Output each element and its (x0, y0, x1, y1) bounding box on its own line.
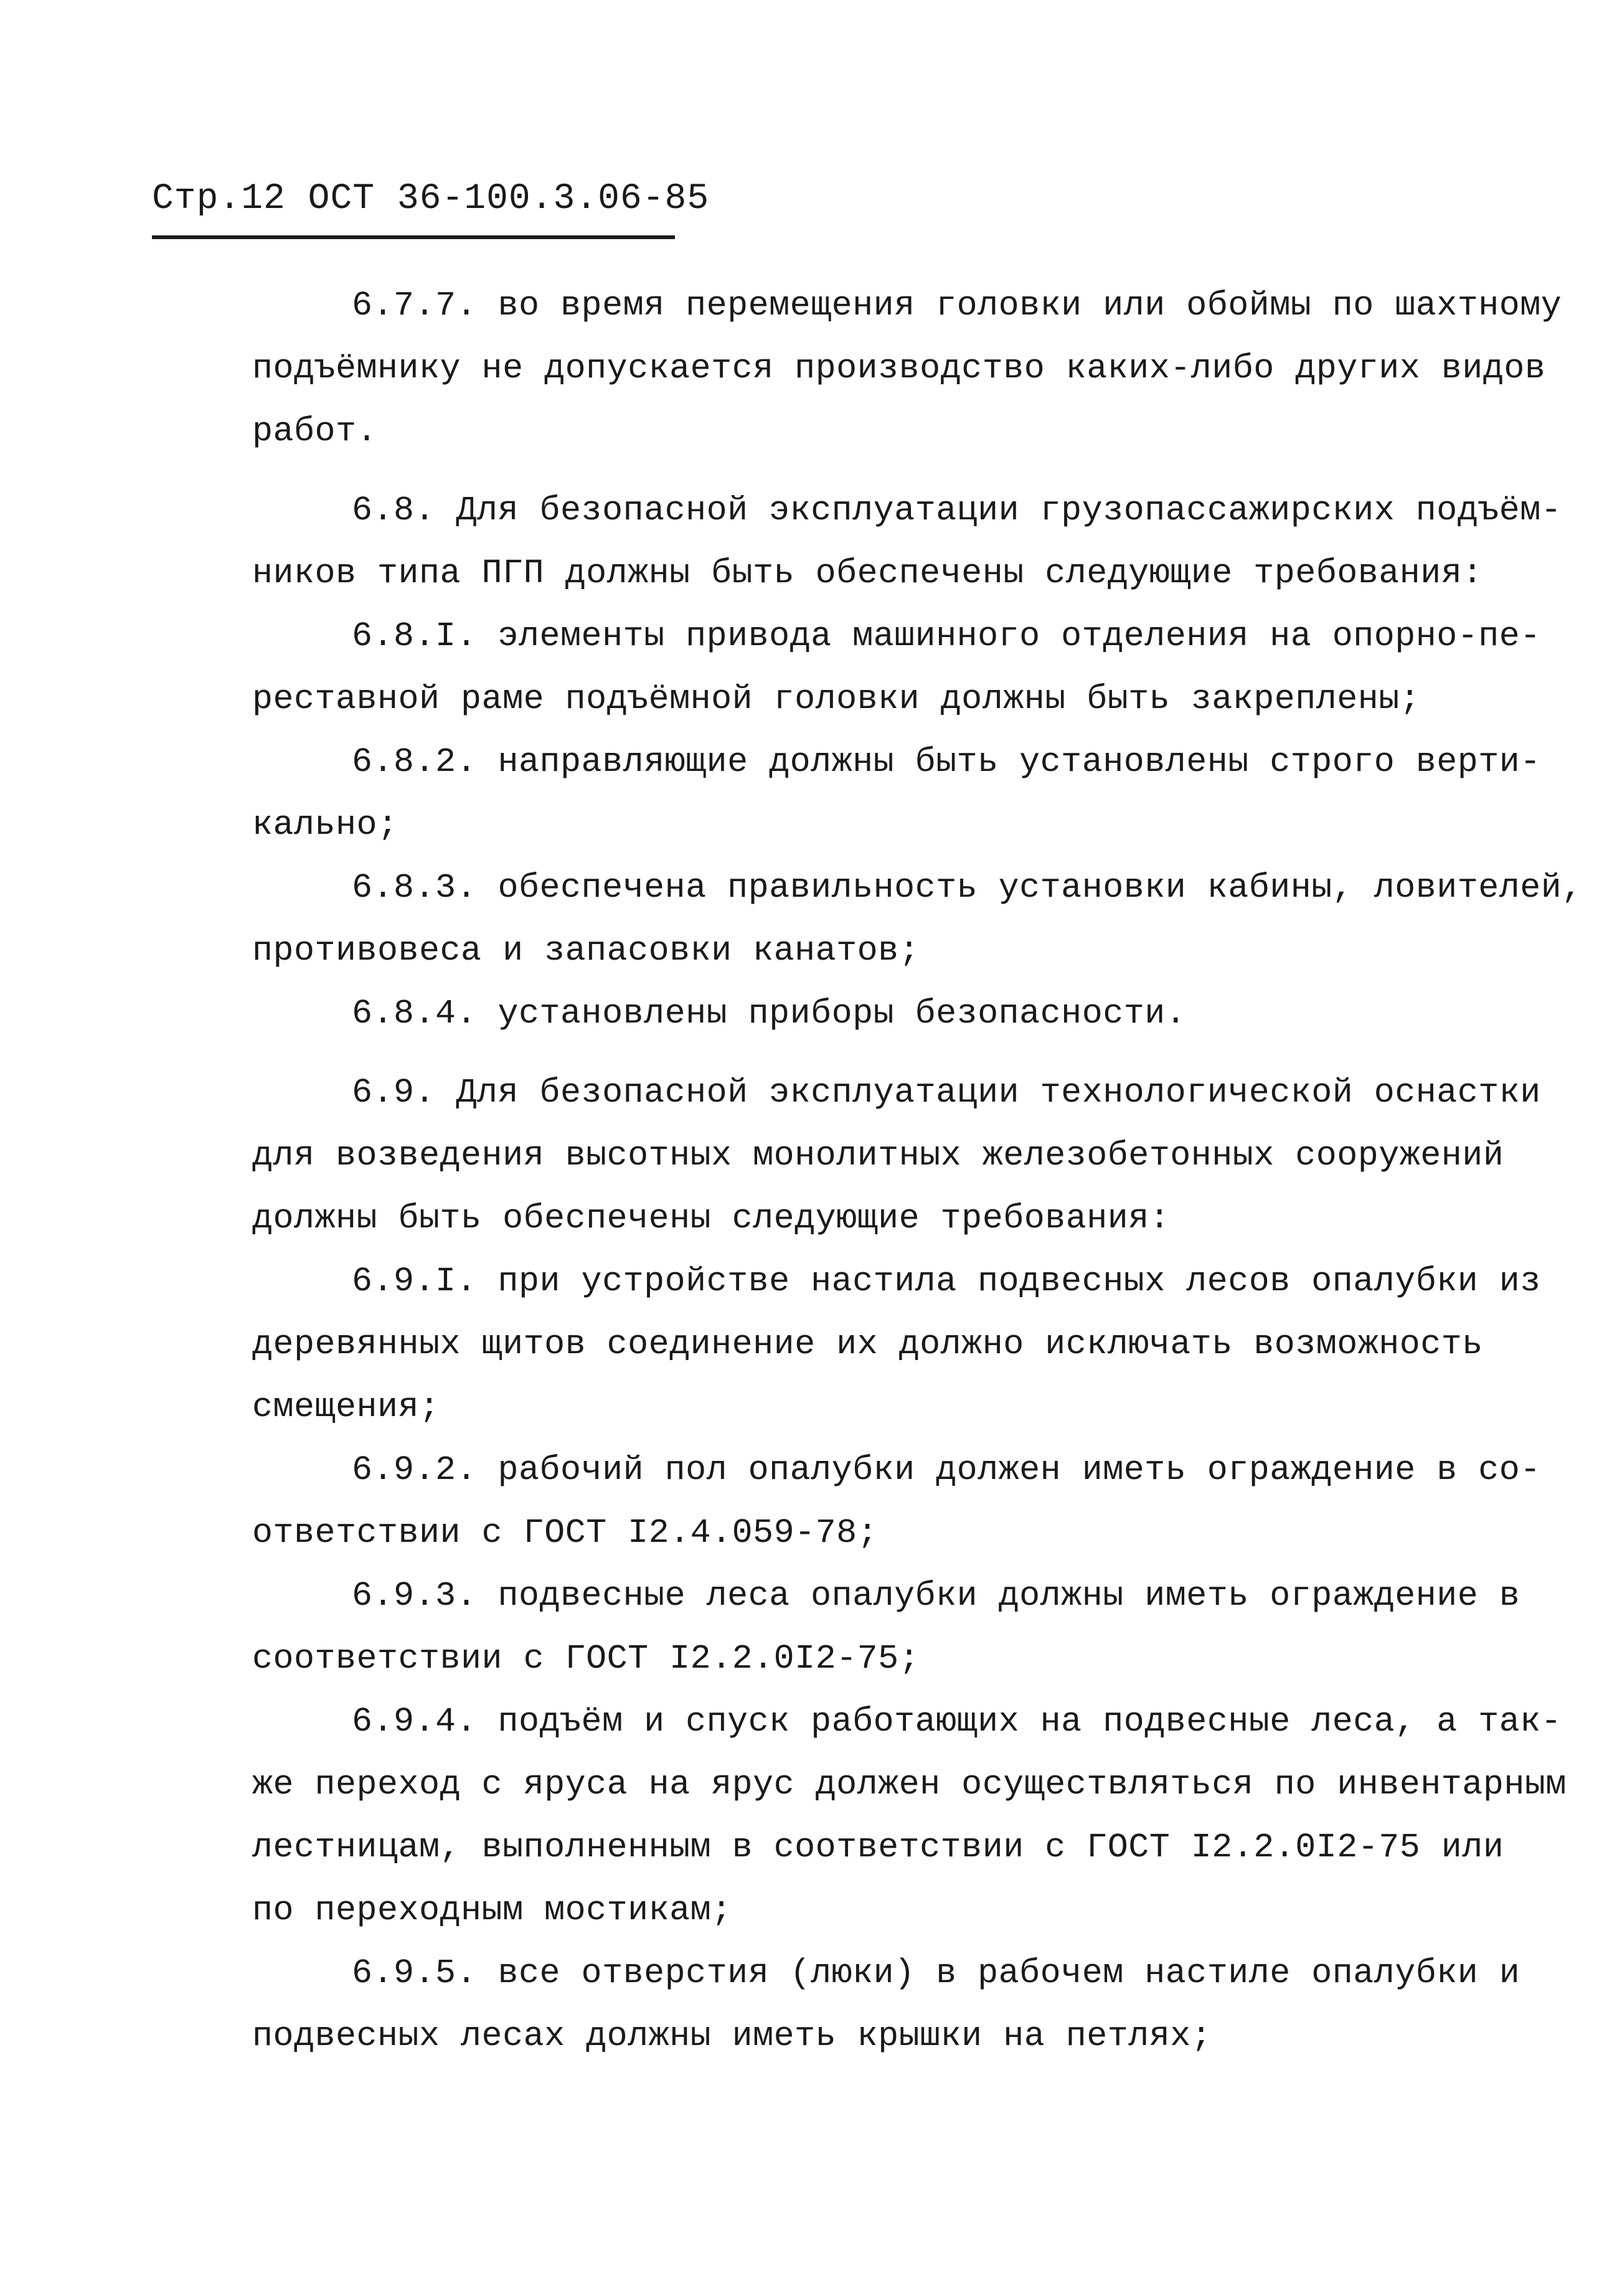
clause-6-8-2 (252, 730, 1541, 856)
text-line: смещения; (252, 1387, 440, 1427)
text-line: же переход с яруса на ярус должен осуществляться по инвентарным (252, 1765, 1567, 1804)
text-line: 6.7.7. во время перемещения головки или обоймы по шахтному (352, 286, 1562, 325)
text-line: 6.9.4. подъём и спуск работающих на подвесные леса, а так- (352, 1702, 1562, 1741)
text-line: 6.8.2. направляющие должны быть установлены строго верти- (352, 742, 1541, 782)
text-line: 6.9. Для безопасной эксплуатации технологической оснастки (352, 1073, 1541, 1112)
text-line: 6.8.3. обеспечена правильность установки кабины, ловителей, (352, 868, 1583, 907)
text-line: 6.9.5. все отверстия (люки) в рабочем настиле опалубки и (352, 1953, 1520, 1993)
clause-6-9-1 (252, 1250, 1541, 1439)
text-line: по переходным мостикам; (252, 1891, 732, 1930)
clause-6-9-2 (252, 1439, 1541, 1564)
text-line: подвесных лесах должны иметь крышки на петлях; (252, 2016, 1212, 2056)
text-line: лестницам, выполненным в соответствии с ГОСТ I2.2.0I2-75 или (252, 1828, 1504, 1867)
clause-6-8-3 (252, 856, 1583, 982)
clause-6-7-7 (252, 274, 1562, 463)
clause-6-9-5 (252, 1942, 1520, 2067)
text-line: 6.9.3. подвесные леса опалубки должны иметь ограждение в (352, 1576, 1520, 1615)
text-line: 6.8. Для безопасной эксплуатации грузопассажирских подъём- (352, 491, 1562, 530)
text-line: 6.8.I. элементы привода машинного отделения на опорно-пе- (352, 617, 1541, 656)
header-underline (152, 235, 675, 239)
clause-6-8-1 (252, 605, 1541, 730)
clause-6-8 (252, 479, 1562, 605)
clause-6-8-4 (252, 982, 1485, 1045)
text-line: 6.8.4. установлены приборы безопасности. (352, 994, 1187, 1033)
text-line: реставной раме подъёмной головки должны быть закреплены; (252, 679, 1421, 719)
text-line: для возведения высотных монолитных железобетонных сооружений (252, 1136, 1504, 1175)
clause-6-9-3 (252, 1564, 1520, 1690)
text-line: должны быть обеспечены следующие требования: (252, 1199, 1171, 1238)
document-body (252, 274, 1583, 2067)
text-line: ников типа ПГП должны быть обеспечены следующие требования: (252, 554, 1483, 593)
page-header: Стр.12 ОСТ 36-100.3.06-85 (152, 179, 710, 219)
text-line: соответствии с ГОСТ I2.2.0I2-75; (252, 1639, 920, 1678)
text-line: противовеса и запасовки канатов; (252, 931, 920, 970)
text-line: 6.9.2. рабочий пол опалубки должен иметь ограждение в со- (352, 1450, 1541, 1490)
text-line: деревянных щитов соединение их должно исключать возможность (252, 1325, 1483, 1364)
text-line: 6.9.I. при устройстве настила подвесных лесов опалубки из (352, 1262, 1541, 1301)
clause-6-9-4 (252, 1690, 1567, 1942)
text-line: кально; (252, 805, 398, 844)
clause-6-9 (252, 1061, 1541, 1250)
text-line: подъёмнику не допускается производство каких-либо других видов (252, 349, 1546, 388)
text-line: работ. (252, 412, 378, 451)
text-line: ответствии с ГОСТ I2.4.059-78; (252, 1513, 879, 1552)
